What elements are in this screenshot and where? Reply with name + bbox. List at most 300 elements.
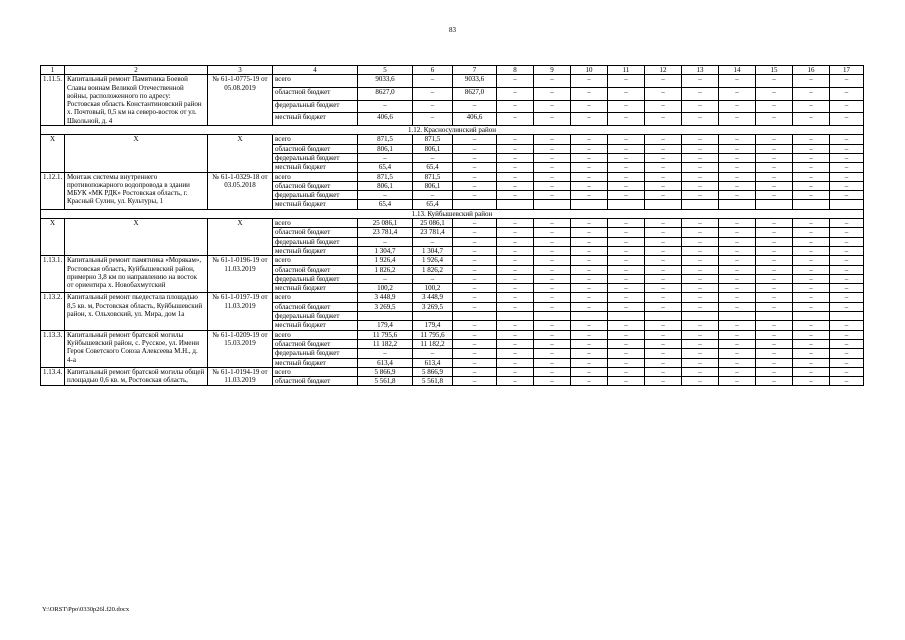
column-number: 6 — [413, 66, 453, 75]
value-cell: – — [453, 274, 497, 283]
value-cell: – — [682, 144, 719, 153]
item-document: № 61-1-0197-19 от 11.03.2019 — [208, 293, 273, 330]
value-cell: – — [497, 321, 534, 330]
value-cell: – — [453, 293, 497, 302]
value-cell: – — [793, 172, 830, 181]
value-cell — [608, 200, 645, 209]
value-cell: – — [830, 367, 864, 376]
value-cell: – — [645, 293, 682, 302]
value-cell: – — [453, 172, 497, 181]
value-cell: – — [497, 284, 534, 293]
value-cell: – — [645, 284, 682, 293]
value-cell: – — [413, 113, 453, 126]
value-cell: 3 448,9 — [413, 293, 453, 302]
value-cell: – — [497, 153, 534, 162]
column-number: 8 — [497, 66, 534, 75]
value-cell: – — [534, 284, 571, 293]
value-cell: – — [358, 274, 413, 283]
value-cell: – — [534, 163, 571, 172]
value-cell: – — [830, 228, 864, 237]
value-cell: – — [756, 163, 793, 172]
budget-label: областной бюджет — [273, 339, 358, 348]
table-row — [41, 135, 864, 144]
value-cell: – — [497, 367, 534, 376]
value-cell: – — [682, 293, 719, 302]
value-cell: – — [719, 191, 756, 200]
value-cell: – — [497, 339, 534, 348]
value-cell: – — [571, 191, 608, 200]
budget-label: областной бюджет — [273, 377, 358, 386]
value-cell: – — [358, 100, 413, 113]
value-cell: – — [453, 219, 497, 228]
budget-label: всего — [273, 172, 358, 181]
value-cell: 8627,0 — [453, 87, 497, 100]
value-cell: – — [645, 153, 682, 162]
value-cell: – — [358, 153, 413, 162]
value-cell: – — [534, 135, 571, 144]
value-cell: – — [756, 349, 793, 358]
value-cell: – — [497, 358, 534, 367]
value-cell: – — [830, 163, 864, 172]
value-cell: – — [608, 144, 645, 153]
value-cell: – — [756, 181, 793, 190]
value-cell: – — [756, 367, 793, 376]
value-cell: 25 086,1 — [413, 219, 453, 228]
value-cell: – — [571, 100, 608, 113]
value-cell: – — [793, 256, 830, 265]
value-cell: – — [793, 87, 830, 100]
value-cell: – — [571, 153, 608, 162]
value-cell: – — [793, 321, 830, 330]
value-cell: – — [453, 181, 497, 190]
value-cell: – — [571, 274, 608, 283]
value-cell: – — [453, 265, 497, 274]
value-cell: – — [534, 172, 571, 181]
item-document: № 61-1-0775-19 от 05.08.2019 — [208, 75, 273, 126]
value-cell: – — [830, 237, 864, 246]
value-cell: – — [608, 228, 645, 237]
item-description: Х — [65, 219, 208, 256]
value-cell: – — [830, 349, 864, 358]
value-cell: – — [682, 321, 719, 330]
value-cell: – — [793, 358, 830, 367]
value-cell: – — [719, 349, 756, 358]
value-cell — [793, 312, 830, 321]
value-cell: – — [645, 339, 682, 348]
value-cell: – — [534, 367, 571, 376]
value-cell: 9033,6 — [358, 75, 413, 88]
value-cell: – — [793, 228, 830, 237]
value-cell: – — [534, 219, 571, 228]
value-cell: – — [571, 321, 608, 330]
budget-label: местный бюджет — [273, 321, 358, 330]
budget-label: местный бюджет — [273, 284, 358, 293]
value-cell — [497, 312, 534, 321]
value-cell: – — [497, 274, 534, 283]
value-cell: – — [534, 237, 571, 246]
column-number: 17 — [830, 66, 864, 75]
value-cell: – — [756, 219, 793, 228]
item-document: № 61-1-0209-19 от 15.03.2019 — [208, 330, 273, 367]
value-cell: – — [756, 113, 793, 126]
value-cell: – — [497, 100, 534, 113]
value-cell: – — [830, 293, 864, 302]
value-cell: – — [608, 330, 645, 339]
value-cell: – — [608, 358, 645, 367]
value-cell: – — [571, 181, 608, 190]
value-cell: 23 781,4 — [413, 228, 453, 237]
value-cell: – — [571, 265, 608, 274]
value-cell: – — [830, 339, 864, 348]
value-cell: – — [682, 191, 719, 200]
value-cell: 871,5 — [358, 172, 413, 181]
budget-label: всего — [273, 367, 358, 376]
value-cell: – — [645, 349, 682, 358]
value-cell: 806,1 — [413, 181, 453, 190]
value-cell — [571, 200, 608, 209]
value-cell: – — [682, 219, 719, 228]
table-row — [41, 256, 864, 265]
value-cell: – — [719, 358, 756, 367]
value-cell: – — [608, 237, 645, 246]
value-cell: – — [830, 153, 864, 162]
value-cell: – — [358, 349, 413, 358]
value-cell: – — [719, 87, 756, 100]
value-cell: – — [645, 135, 682, 144]
column-number: 2 — [65, 66, 208, 75]
value-cell: – — [756, 87, 793, 100]
item-description: Монтаж системы внутреннего противопожарного водопровода в здании МБУК «МК РДК» Ростовская область, г. Красный Сулин, ул. Культуры, 1 — [65, 172, 208, 209]
column-number: 10 — [571, 66, 608, 75]
value-cell: – — [608, 293, 645, 302]
value-cell: – — [793, 75, 830, 88]
value-cell: – — [608, 153, 645, 162]
value-cell: – — [645, 256, 682, 265]
value-cell: – — [608, 377, 645, 386]
value-cell: – — [497, 75, 534, 88]
value-cell — [534, 200, 571, 209]
value-cell — [830, 312, 864, 321]
budget-label: федеральный бюджет — [273, 312, 358, 321]
item-description: Капитальный ремонт памятника «Морякам», Ростовская область, Куйбышевский район, примерно 3,8 км по направлению на восток от ориентира х. Новобахмутский — [65, 256, 208, 293]
value-cell: – — [830, 302, 864, 311]
value-cell: – — [682, 274, 719, 283]
value-cell: 11 182,2 — [358, 339, 413, 348]
column-number: 14 — [719, 66, 756, 75]
value-cell — [453, 200, 497, 209]
section-title: 1.13. Куйбышевский район — [41, 209, 864, 218]
value-cell: – — [793, 163, 830, 172]
value-cell: 3 269,5 — [358, 302, 413, 311]
value-cell: – — [756, 228, 793, 237]
value-cell: – — [453, 302, 497, 311]
value-cell: – — [571, 358, 608, 367]
value-cell: – — [756, 339, 793, 348]
value-cell: – — [608, 349, 645, 358]
value-cell: – — [756, 330, 793, 339]
value-cell: – — [682, 377, 719, 386]
value-cell: – — [571, 113, 608, 126]
value-cell: – — [682, 265, 719, 274]
value-cell: – — [719, 172, 756, 181]
value-cell: – — [534, 349, 571, 358]
value-cell: – — [756, 246, 793, 255]
value-cell — [571, 312, 608, 321]
value-cell: – — [534, 228, 571, 237]
value-cell: 1 926,4 — [358, 256, 413, 265]
value-cell: – — [534, 256, 571, 265]
value-cell: – — [413, 100, 453, 113]
table-row — [41, 219, 864, 228]
value-cell: 1 826,2 — [413, 265, 453, 274]
column-number: 1 — [41, 66, 65, 75]
value-cell: – — [719, 377, 756, 386]
value-cell: – — [645, 219, 682, 228]
value-cell: – — [497, 377, 534, 386]
value-cell: – — [571, 228, 608, 237]
value-cell: – — [645, 330, 682, 339]
value-cell: – — [830, 87, 864, 100]
value-cell: – — [830, 144, 864, 153]
budget-label: всего — [273, 293, 358, 302]
column-number: 13 — [682, 66, 719, 75]
value-cell: – — [756, 358, 793, 367]
value-cell: – — [645, 358, 682, 367]
value-cell: – — [719, 256, 756, 265]
value-cell: – — [413, 153, 453, 162]
value-cell: – — [830, 191, 864, 200]
budget-label: областной бюджет — [273, 181, 358, 190]
value-cell: – — [453, 339, 497, 348]
value-cell: – — [793, 144, 830, 153]
value-cell: – — [719, 163, 756, 172]
value-cell: – — [571, 302, 608, 311]
value-cell: – — [534, 302, 571, 311]
value-cell — [608, 312, 645, 321]
value-cell: – — [534, 330, 571, 339]
item-description: Капитальный ремонт Памятника Боевой Славы воинам Великой Отечественной войны, расположенного по адресу: Ростовская область Константиновский район х. Почтовый, 0,5 км на северо-восток от ул. Школьной, д. 4 — [65, 75, 208, 126]
value-cell: – — [497, 293, 534, 302]
value-cell: 9033,6 — [453, 75, 497, 88]
column-number: 11 — [608, 66, 645, 75]
value-cell: – — [571, 256, 608, 265]
value-cell: – — [608, 113, 645, 126]
value-cell: – — [793, 284, 830, 293]
table-row — [41, 293, 864, 302]
value-cell: – — [719, 181, 756, 190]
value-cell: 3 269,5 — [413, 302, 453, 311]
value-cell: – — [645, 191, 682, 200]
value-cell: – — [534, 321, 571, 330]
value-cell: – — [830, 172, 864, 181]
value-cell: – — [793, 339, 830, 348]
value-cell: – — [682, 113, 719, 126]
value-cell: – — [453, 163, 497, 172]
value-cell: – — [571, 339, 608, 348]
value-cell: – — [756, 100, 793, 113]
value-cell: – — [756, 274, 793, 283]
value-cell: – — [571, 349, 608, 358]
value-cell: – — [645, 246, 682, 255]
value-cell: – — [645, 163, 682, 172]
value-cell: – — [756, 237, 793, 246]
value-cell: – — [830, 256, 864, 265]
header-row — [41, 66, 864, 75]
table-row — [41, 330, 864, 339]
value-cell: – — [453, 135, 497, 144]
value-cell: – — [571, 330, 608, 339]
value-cell: – — [830, 330, 864, 339]
value-cell: – — [719, 284, 756, 293]
value-cell: 1 926,4 — [413, 256, 453, 265]
value-cell: – — [453, 237, 497, 246]
budget-label: областной бюджет — [273, 87, 358, 100]
value-cell: – — [608, 100, 645, 113]
value-cell: – — [830, 358, 864, 367]
value-cell: – — [497, 181, 534, 190]
value-cell: – — [358, 191, 413, 200]
item-id: 1.13.2. — [41, 293, 65, 330]
item-id: 1.13.1. — [41, 256, 65, 293]
value-cell: – — [756, 144, 793, 153]
value-cell: – — [756, 153, 793, 162]
value-cell: – — [608, 246, 645, 255]
page-number: 83 — [449, 26, 456, 34]
value-cell: – — [453, 153, 497, 162]
value-cell: – — [645, 172, 682, 181]
value-cell: – — [682, 349, 719, 358]
budget-label: местный бюджет — [273, 246, 358, 255]
value-cell: – — [682, 153, 719, 162]
value-cell: – — [719, 330, 756, 339]
budget-label: областной бюджет — [273, 265, 358, 274]
value-cell: 65,4 — [413, 163, 453, 172]
value-cell: – — [497, 172, 534, 181]
value-cell: – — [682, 330, 719, 339]
value-cell: – — [719, 228, 756, 237]
value-cell: 23 781,4 — [358, 228, 413, 237]
value-cell: – — [571, 172, 608, 181]
value-cell: – — [608, 339, 645, 348]
value-cell: – — [719, 219, 756, 228]
section-row — [41, 126, 864, 135]
value-cell: 806,1 — [413, 144, 453, 153]
value-cell: – — [534, 191, 571, 200]
budget-label: всего — [273, 135, 358, 144]
budget-label: всего — [273, 330, 358, 339]
budget-label: областной бюджет — [273, 302, 358, 311]
value-cell: – — [645, 87, 682, 100]
value-cell: – — [719, 237, 756, 246]
value-cell — [793, 200, 830, 209]
value-cell: – — [453, 284, 497, 293]
value-cell: 871,5 — [413, 172, 453, 181]
value-cell: – — [682, 284, 719, 293]
value-cell: – — [793, 191, 830, 200]
value-cell: – — [608, 135, 645, 144]
value-cell: – — [682, 302, 719, 311]
value-cell — [719, 200, 756, 209]
value-cell: – — [497, 246, 534, 255]
value-cell: – — [830, 377, 864, 386]
value-cell: – — [682, 135, 719, 144]
budget-label: местный бюджет — [273, 358, 358, 367]
value-cell: – — [793, 246, 830, 255]
value-cell: – — [497, 144, 534, 153]
value-cell: 100,2 — [358, 284, 413, 293]
value-cell: – — [497, 349, 534, 358]
value-cell: – — [682, 181, 719, 190]
value-cell: – — [645, 302, 682, 311]
value-cell: – — [608, 87, 645, 100]
value-cell: 100,2 — [413, 284, 453, 293]
value-cell: – — [682, 100, 719, 113]
item-id: 1.11.5. — [41, 75, 65, 126]
value-cell: – — [358, 237, 413, 246]
value-cell: – — [719, 144, 756, 153]
value-cell: – — [571, 377, 608, 386]
value-cell: – — [645, 265, 682, 274]
value-cell: 871,5 — [413, 135, 453, 144]
value-cell: – — [682, 339, 719, 348]
value-cell: – — [756, 302, 793, 311]
budget-label: всего — [273, 219, 358, 228]
value-cell: – — [571, 284, 608, 293]
value-cell: – — [534, 87, 571, 100]
value-cell: – — [645, 100, 682, 113]
budget-label: федеральный бюджет — [273, 153, 358, 162]
item-description: Капитальный ремонт братской могилы общей площадью 0,6 кв. м, Ростовская область, — [65, 367, 208, 386]
value-cell: – — [453, 246, 497, 255]
value-cell: – — [571, 237, 608, 246]
budget-label: областной бюджет — [273, 228, 358, 237]
value-cell — [719, 312, 756, 321]
value-cell: – — [719, 135, 756, 144]
item-id: 1.12.1. — [41, 172, 65, 209]
value-cell: – — [645, 181, 682, 190]
value-cell: – — [756, 191, 793, 200]
value-cell: – — [682, 87, 719, 100]
value-cell — [830, 200, 864, 209]
budget-label: местный бюджет — [273, 200, 358, 209]
value-cell: – — [682, 237, 719, 246]
budget-label: областной бюджет — [273, 144, 358, 153]
value-cell: – — [608, 274, 645, 283]
value-cell: – — [534, 358, 571, 367]
value-cell: – — [534, 100, 571, 113]
budget-label: федеральный бюджет — [273, 274, 358, 283]
value-cell: – — [571, 75, 608, 88]
budget-label: местный бюджет — [273, 113, 358, 126]
table-row — [41, 75, 864, 88]
value-cell: – — [793, 237, 830, 246]
value-cell: – — [453, 367, 497, 376]
value-cell: – — [608, 181, 645, 190]
item-description: Х — [65, 135, 208, 172]
value-cell: – — [645, 144, 682, 153]
item-id: Х — [41, 219, 65, 256]
value-cell: – — [453, 377, 497, 386]
value-cell: – — [497, 191, 534, 200]
value-cell: 806,1 — [358, 181, 413, 190]
section-title: 1.12. Красносулинский район — [41, 126, 864, 135]
value-cell: – — [453, 256, 497, 265]
value-cell: 406,6 — [358, 113, 413, 126]
column-number: 4 — [273, 66, 358, 75]
value-cell: – — [413, 87, 453, 100]
value-cell: – — [413, 349, 453, 358]
value-cell: – — [645, 274, 682, 283]
